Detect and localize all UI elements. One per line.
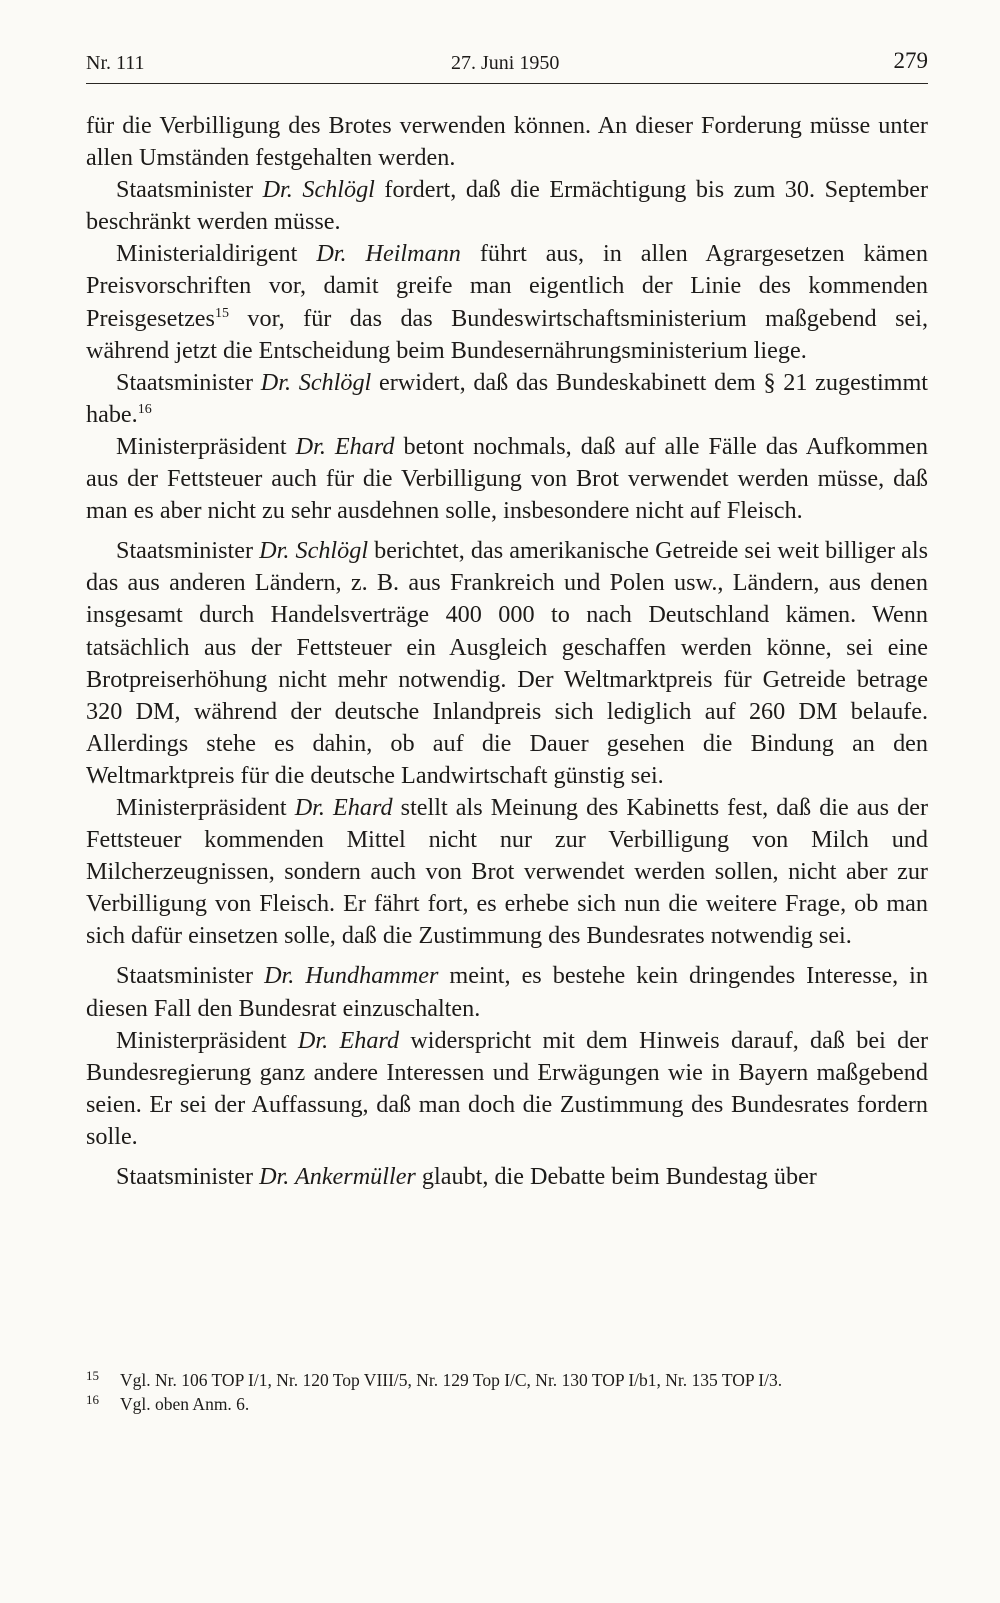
- speaker-name: Dr. Schlögl: [260, 368, 372, 396]
- document-date: 27. Juni 1950: [451, 52, 560, 74]
- speaker-name: Dr. Schlögl: [262, 176, 375, 204]
- speaker-name: Dr. Schlögl: [259, 537, 369, 565]
- paragraph: Staatsminister Dr. Schlögl fordert, daß die Ermächtigung bis zum 30. September beschränkt werden müsse.: [86, 176, 929, 236]
- speaker-name: Dr. Ehard: [295, 432, 395, 460]
- speaker-name: Dr. Heilmann: [316, 240, 461, 268]
- header-rule: [86, 83, 928, 84]
- speaker-name: Dr. Ankermüller: [259, 1163, 416, 1190]
- footnotes: [86, 1368, 928, 1416]
- page-header: [86, 44, 928, 82]
- footnote-ref: 16: [137, 401, 152, 417]
- document-number: Nr. 111: [86, 52, 145, 74]
- speaker-name: Dr. Ehard: [294, 793, 393, 821]
- footnote-text: Vgl. oben Anm. 6.: [120, 1394, 250, 1414]
- footnote-ref: 15: [214, 305, 229, 321]
- speaker-name: Dr. Hundhammer: [264, 962, 439, 990]
- footnote-text: Vgl. Nr. 106 TOP I/1, Nr. 120 Top VIII/5, Nr. 129 Top I/C, Nr. 130 TOP I/b1, Nr. 135 TOP I/3.: [120, 1370, 783, 1390]
- paragraph: Staatsminister Dr. Schlögl erwidert, daß das Bundeskabinett dem § 21 zugestimmt habe.$^{16}$: [86, 368, 929, 428]
- footnote-number: 15: [86, 1368, 99, 1383]
- paragraph: Staatsminister Dr. Ankermüller glaubt, die Debatte beim Bundestag über: [116, 1163, 817, 1190]
- speaker-name: Dr. Ehard: [297, 1026, 400, 1054]
- paragraph: Ministerialdirigent Dr. Heilmann führt aus, in allen Agrargesetzen kämen Preisvorschriften vor, damit greife man eigentlich der Linie des kommenden Preisgesetzes$^{15}$ vor, für das das Bundeswirtschaftsministerium maßgebend sei, während jetzt die Entscheidung beim Bundesernährungsministerium liege.: [86, 240, 928, 364]
- footnote-number: 16: [86, 1392, 99, 1407]
- paragraph: Staatsminister Dr. Hundhammer meint, es bestehe kein dringendes Interesse, in diesen Fall den Bundesrat einzuschalten.: [86, 962, 928, 1022]
- body-text: [86, 110, 928, 1193]
- paragraph: für die Verbilligung des Brotes verwenden können. An dieser Forderung müsse unter allen Umständen festgehalten werden.: [86, 112, 928, 172]
- footnote: [86, 1392, 928, 1416]
- footnote: [86, 1368, 928, 1392]
- page-number: 279: [893, 48, 928, 73]
- paragraph: Ministerpräsident Dr. Ehard widerspricht mit dem Hinweis darauf, daß bei der Bundesregierung ganz andere Interessen und Erwägungen wie in Bayern maßgebend seien. Er sei der Auffassung, daß man doch die Zustimmung des Bundesrates fordern solle.: [86, 1026, 928, 1150]
- paragraph: Staatsminister Dr. Schlögl berichtet, das amerikanische Getreide sei weit billiger als das aus anderen Ländern, z. B. aus Frankreich und Polen usw., Ländern, aus denen insgesamt durch Handelsverträge 400 000 to nach Deutschland kämen. Wenn tatsächlich aus der Fettsteuer ein Ausgleich geschaffen werden könne, sei eine Brotpreiserhöhung nicht mehr notwendig. Der Weltmarktpreis für Getreide betrage 320 DM, während der deutsche Inlandpreis sich lediglich auf 260 DM belaufe. Allerdings stehe es dahin, ob auf die Dauer gesehen die Bindung an den Weltmarktpreis für die deutsche Landwirtschaft günstig sei.: [86, 537, 928, 789]
- paragraph: Ministerpräsident Dr. Ehard stellt als Meinung des Kabinetts fest, daß die aus der Fettsteuer kommenden Mittel nicht nur zur Verbilligung von Milch und Milcherzeugnissen, sondern auch von Brot verwendet werden sollen, nicht aber zur Verbilligung von Fleisch. Er fährt fort, es erhebe sich nun die weitere Frage, ob man sich dafür einsetzen solle, daß die Zustimmung des Bundesrates notwendig sei.: [86, 793, 929, 950]
- paragraph: Ministerpräsident Dr. Ehard betont nochmals, daß auf alle Fälle das Aufkommen aus der Fettsteuer auch für die Verbilligung von Brot verwendet werden müsse, daß man es aber nicht zu sehr ausdehnen solle, insbesondere nicht auf Fleisch.: [86, 432, 928, 525]
